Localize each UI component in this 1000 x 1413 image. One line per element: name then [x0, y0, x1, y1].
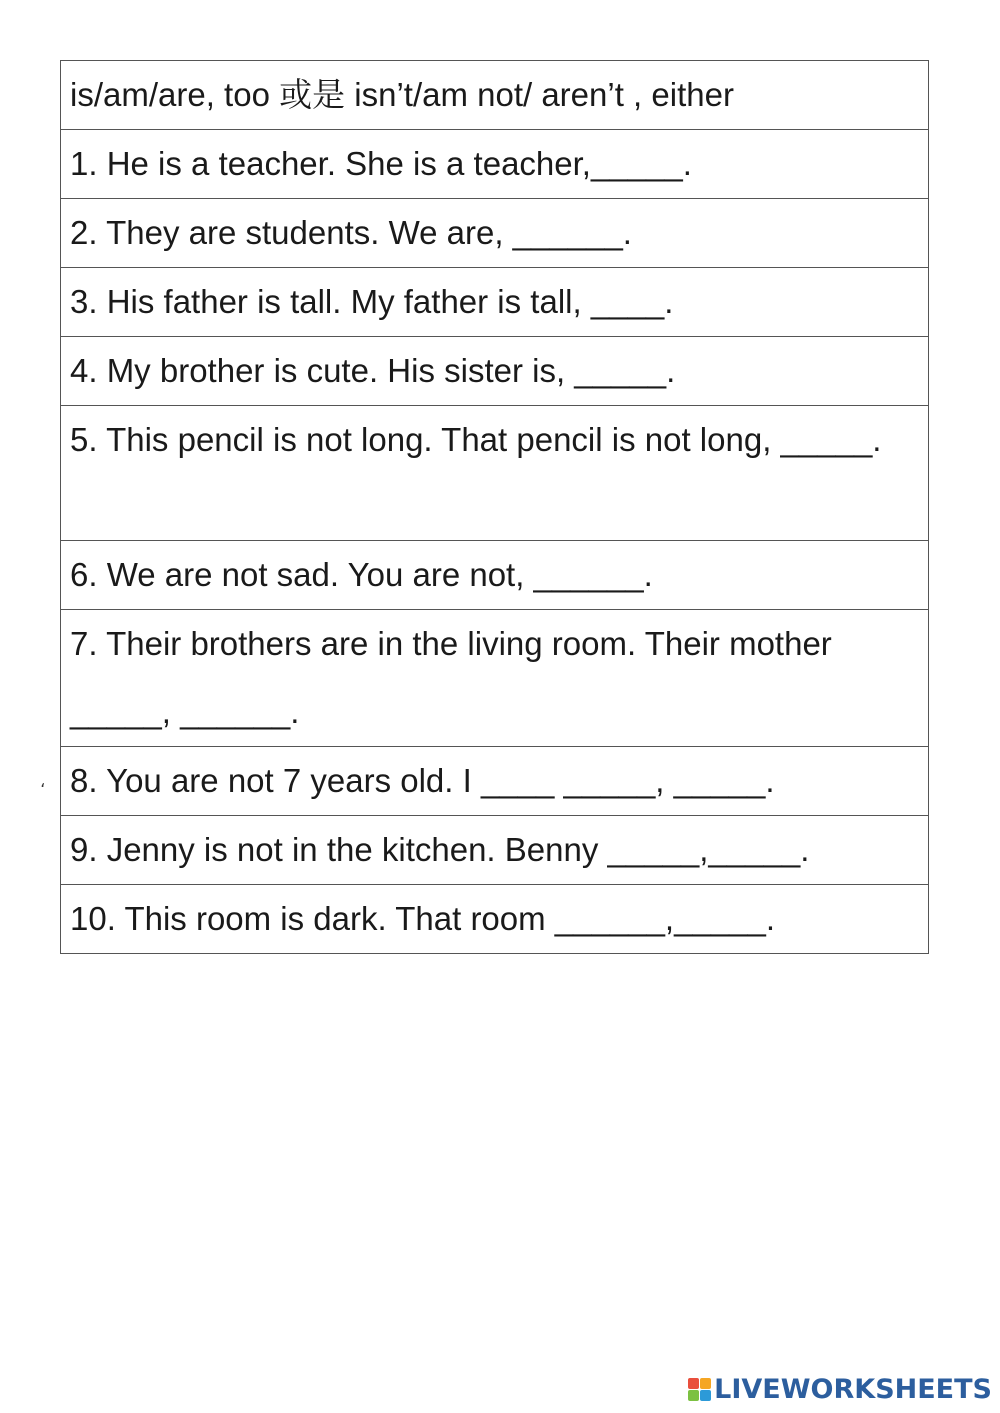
header-row: [61, 61, 929, 130]
question-2: 2. They are students. We are, ______.: [61, 199, 929, 268]
question-row: [61, 541, 929, 610]
question-8: 8. You are not 7 years old. I ____ _____, _____.: [61, 747, 929, 816]
question-row: [61, 610, 929, 747]
question-5: 5. This pencil is not long. That pencil is not long, _____.: [61, 406, 929, 541]
liveworksheets-logo-icon: [688, 1378, 711, 1401]
question-1: 1. He is a teacher. She is a teacher,_____.: [61, 130, 929, 199]
question-row: [61, 747, 929, 816]
question-10: 10. This room is dark. That room ______,_____.: [61, 885, 929, 954]
logo-square: [688, 1390, 699, 1401]
question-row: [61, 406, 929, 541]
instructions-cell: is/am/are, too 或是 isn’t/am not/ aren’t , either: [61, 61, 929, 130]
question-row: [61, 130, 929, 199]
question-4: 4. My brother is cute. His sister is, _____.: [61, 337, 929, 406]
question-row: [61, 268, 929, 337]
question-7: 7. Their brothers are in the living room. Their mother _____, ______.: [61, 610, 929, 747]
logo-square: [700, 1378, 711, 1389]
logo-square: [700, 1390, 711, 1401]
logo-square: [688, 1378, 699, 1389]
question-6: 6. We are not sad. You are not, ______.: [61, 541, 929, 610]
stray-mark: ،: [40, 774, 46, 791]
question-row: [61, 885, 929, 954]
question-row: [61, 816, 929, 885]
question-row: [61, 199, 929, 268]
worksheet-table: [60, 60, 929, 954]
liveworksheets-watermark: [688, 1374, 992, 1405]
question-3: 3. His father is tall. My father is tall, ____.: [61, 268, 929, 337]
question-9: 9. Jenny is not in the kitchen. Benny _____,_____.: [61, 816, 929, 885]
question-row: [61, 337, 929, 406]
watermark-text: LIVEWORKSHEETS: [714, 1374, 992, 1405]
